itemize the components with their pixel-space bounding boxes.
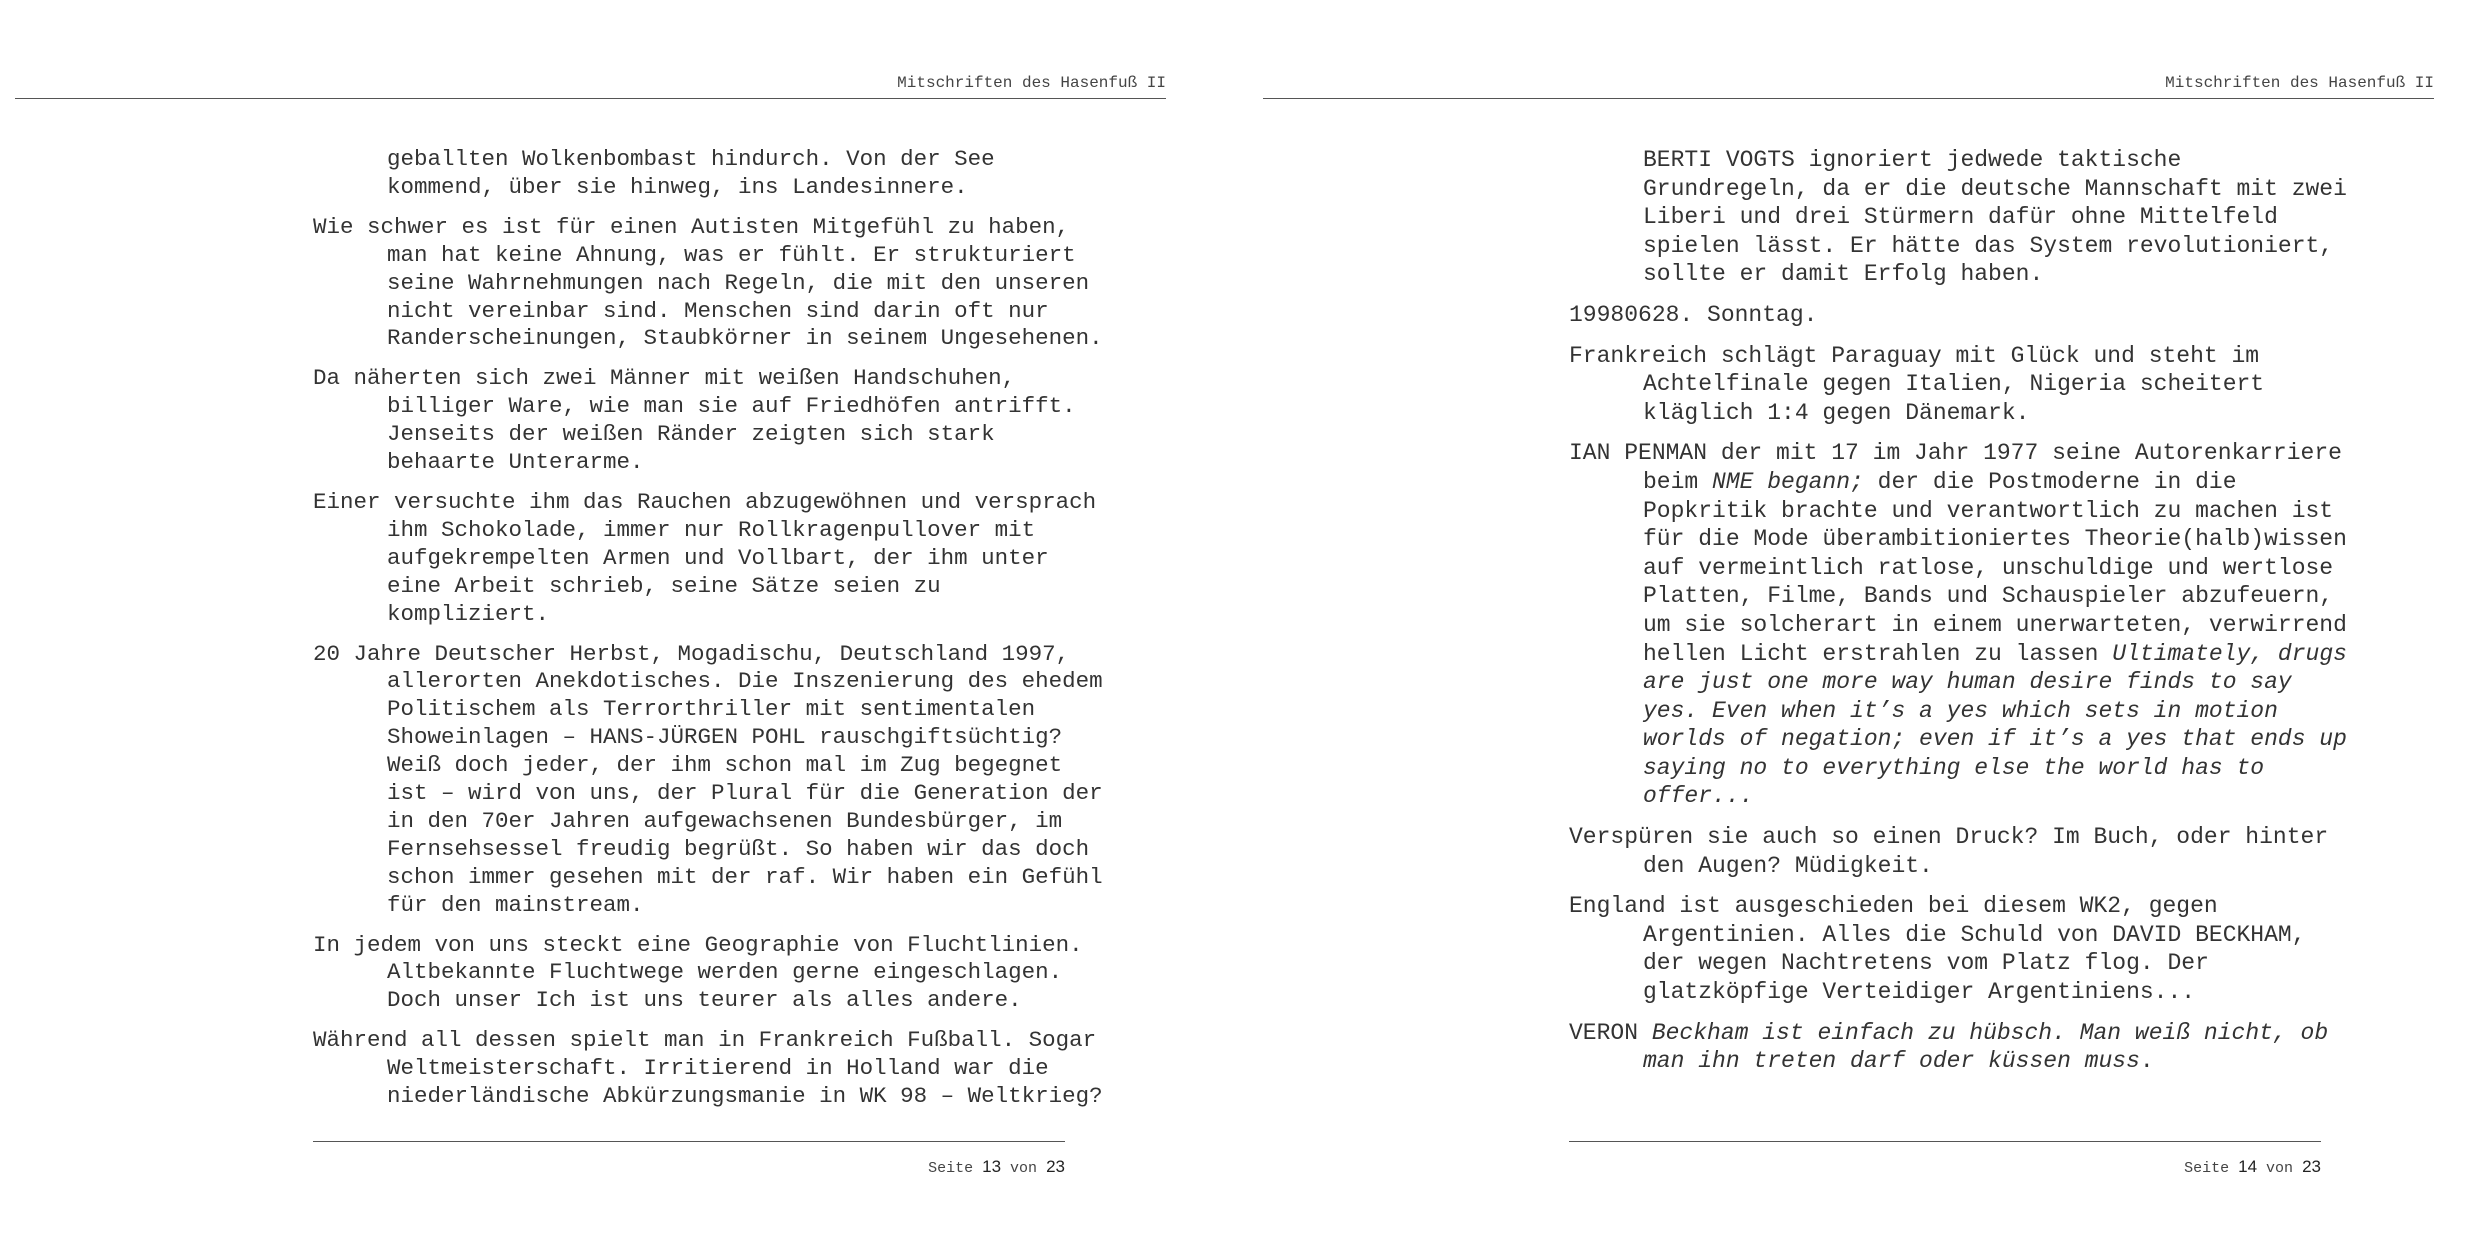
text-run: geballten Wolkenbombast hindurch. Von der See kommend, über sie hinweg, ins Landesinnere. <box>387 146 1009 200</box>
header-rule <box>15 98 1166 99</box>
page-body <box>1569 146 2359 1088</box>
footer-label-seite: Seite <box>928 1160 974 1177</box>
paragraph <box>313 488 1110 629</box>
paragraph <box>1569 823 2359 880</box>
paragraph <box>1569 301 2359 330</box>
page-number: 14 <box>2238 1157 2258 1176</box>
paragraph <box>313 365 1103 477</box>
running-header: Mitschriften des Hasenfuß II <box>2165 74 2434 92</box>
text-run: BERTI VOGTS ignoriert jedwede taktische Grundregeln, da er die deutsche Mannschaft mit zwei Liberi und drei Stürmern dafür ohne Mittelfeld spielen lässt. Er hätte das System revolutioniert, sollte er damit Erfolg haben. <box>1643 147 2361 288</box>
header-rule <box>1263 98 2434 99</box>
footer-label-von: von <box>1010 1160 1038 1177</box>
paragraph <box>313 1027 1110 1111</box>
text-run: England ist ausgeschieden bei diesem WK2, gegen Argentinien. Alles die Schuld von DAVID BECKHAM, der wegen Nachtretens vom Platz flog. Der glatzköpfige Verteidiger Argentiniens... <box>1569 893 2320 1006</box>
italic-run: Ultimately, drugs are just one more way human desire finds to say yes. Even when it’s a yes which sets in motion worlds of negation; even if it’s a yes that ends up saying no to everything else the world has to offer... <box>1643 640 2361 810</box>
text-run: der die Postmoderne in die Popkritik brachte und verantwortlich zu machen ist für die Mode überambitioniertes Theorie(halb)wissen auf vermeintlich ratlose, unschuldige und wertlose Platten, Filme, Bands und Schauspieler abzufeuern, um sie solcherart in einem unerwarteten, verwirrend hellen Licht erstrahlen zu lassen <box>1643 468 2361 667</box>
paragraph <box>1569 439 2359 811</box>
text-run: 19980628. Sonntag. <box>1569 301 1818 328</box>
text-run: Einer versuchte ihm das Rauchen abzugewöhnen und versprach ihm Schokolade, immer nur Rollkragenpullover mit aufgekrempelten Armen und Vollbart, der ihm unter eine Arbeit schrieb, seine Sätze seien zu kompliziert. <box>313 488 1110 627</box>
running-header: Mitschriften des Hasenfuß II <box>897 74 1166 92</box>
italic-run: Beckham ist einfach zu hübsch. Man weiß nicht, ob man ihn treten darf oder küssen muss <box>1643 1019 2342 1075</box>
paragraph <box>1569 342 2359 428</box>
text-run: 20 Jahre Deutscher Herbst, Mogadischu, Deutschland 1997, allerorten Anekdotisches. Die Inszenierung des ehedem Politischem als Terrorthriller mit sentimentalen Showeinlagen – HANS-JÜRGEN POHL rauschgiftsüchtig? Weiß doch jeder, der ihm schon mal im Zug begegnet ist – wird von uns, der Plural für die Generation der in den 70er Jahren aufgewachsenen Bundesbürger, im Fernsehsessel freudig begrüßt. So haben wir das doch schon immer gesehen mit der raf. Wir haben ein Gefühl für den mainstream. <box>313 640 1117 918</box>
paragraph <box>1569 1019 2359 1076</box>
page-right <box>1240 0 2480 1240</box>
footer-label-seite: Seite <box>2184 1160 2230 1177</box>
paragraph <box>1569 146 2359 289</box>
paragraph <box>313 214 1103 354</box>
page-footer <box>928 1157 1065 1177</box>
footer-label-von: von <box>2266 1160 2294 1177</box>
paragraph <box>1569 892 2359 1006</box>
paragraph <box>313 640 1117 920</box>
paragraph <box>313 146 1103 202</box>
footer-rule <box>1569 1141 2321 1142</box>
text-run: VERON <box>1569 1019 1652 1046</box>
footer-rule <box>313 1141 1065 1142</box>
text-run: Verspüren sie auch so einen Druck? Im Buch, oder hinter den Augen? Müdigkeit. <box>1569 824 2342 879</box>
page-total: 23 <box>2302 1157 2321 1176</box>
text-run: IAN PENMAN der mit 17 im Jahr 1977 seine Autorenkarriere beim <box>1569 440 2356 495</box>
page-footer <box>2184 1157 2321 1177</box>
text-run: Während all dessen spielt man in Frankreich Fußball. Sogar Weltmeisterschaft. Irritierend in Holland war die niederländische Abkürzungsmanie in WK 98 – Weltkrieg? <box>313 1027 1110 1110</box>
text-run: Wie schwer es ist für einen Autisten Mitgefühl zu haben, man hat keine Ahnung, was er fühlt. Er strukturiert seine Wahrnehmungen nach Regeln, die mit den unseren nicht vereinbar sind. Menschen sind darin oft nur Randerscheinungen, Staubkörner in seinem Ungesehenen. <box>313 213 1103 352</box>
page-total: 23 <box>1046 1157 1065 1176</box>
page-body <box>313 146 1117 1123</box>
text-run: Frankreich schlägt Paraguay mit Glück und steht im Achtelfinale gegen Italien, Nigeria scheitert kläglich 1:4 gegen Dänemark. <box>1569 342 2278 426</box>
text-run: In jedem von uns steckt eine Geographie von Fluchtlinien. Altbekannte Fluchtwege werden gerne eingeschlagen. Doch unser Ich ist uns teurer als alles andere. <box>313 931 1097 1014</box>
italic-run: NME begann; <box>1712 468 1864 495</box>
text-run: . <box>2139 1048 2154 1075</box>
text-run: Da näherten sich zwei Männer mit weißen Handschuhen, billiger Ware, wie man sie auf Friedhöfen antrifft. Jenseits der weißen Ränder zeigten sich stark behaarte Unterarme. <box>313 365 1090 476</box>
page-number: 13 <box>982 1157 1002 1176</box>
paragraph <box>313 932 1103 1016</box>
